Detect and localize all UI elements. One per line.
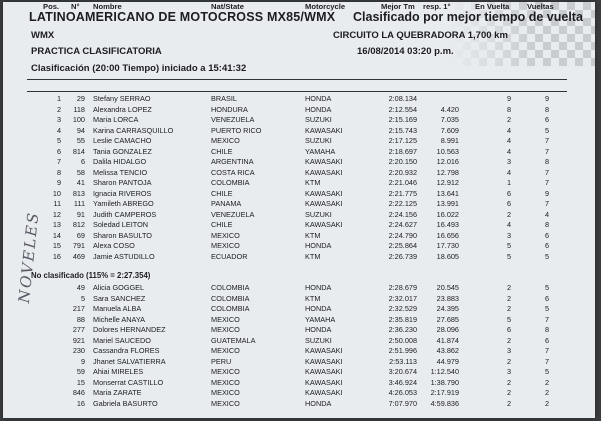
cell-name: Sara SANCHEZ xyxy=(93,293,146,303)
cell-name: Leslie CAMACHO xyxy=(93,136,152,145)
cell-resp: 12.912 xyxy=(436,178,459,187)
cell-env: 9 xyxy=(506,94,512,103)
cell-resp: 12.016 xyxy=(436,157,459,166)
table-row xyxy=(3,115,595,124)
cell-name: Dalila HIDALGO xyxy=(93,157,147,166)
cell-env: 2 xyxy=(506,398,512,408)
cell-no: 791 xyxy=(72,241,85,250)
cell-vue: 7 xyxy=(544,346,550,355)
cell-best: 2:50.008 xyxy=(388,335,417,345)
table-row xyxy=(3,105,595,114)
cell-best: 2:15.169 xyxy=(388,115,417,124)
cell-resp: 10.563 xyxy=(436,146,459,156)
cell-no: 814 xyxy=(72,146,85,156)
cell-resp: 44.979 xyxy=(436,356,459,366)
cell-moto: KTM xyxy=(305,251,321,261)
cell-best: 2:18.697 xyxy=(388,146,417,156)
cell-nat: CHILE xyxy=(211,220,233,229)
cell-env: 6 xyxy=(506,325,512,334)
cell-resp: 1:12.540 xyxy=(430,367,459,376)
cell-resp: 4.420 xyxy=(440,104,459,114)
cell-moto: KTM xyxy=(305,293,321,303)
table-row xyxy=(3,147,595,156)
cell-best: 2:51.996 xyxy=(388,346,417,355)
cell-moto: HONDA xyxy=(305,94,332,103)
cell-vue: 7 xyxy=(544,199,550,208)
cell-best: 2:24.790 xyxy=(388,230,417,240)
cell-no: 59 xyxy=(76,367,85,376)
cell-resp: 16.022 xyxy=(436,209,459,219)
cell-pos: 2 xyxy=(56,104,61,114)
cell-name: Manuela ALBA xyxy=(93,304,142,313)
cell-name: Gabriela BASURTO xyxy=(93,398,158,408)
cell-pos: 4 xyxy=(56,125,61,135)
cell-moto: KAWASAKI xyxy=(305,125,343,135)
cell-nat: ARGENTINA xyxy=(211,157,254,166)
cell-no: 813 xyxy=(72,188,85,198)
cell-resp: 2:17.919 xyxy=(430,388,459,397)
cell-no: 88 xyxy=(76,314,85,324)
cell-moto: HONDA xyxy=(305,104,332,114)
cell-moto: KAWASAKI xyxy=(305,388,343,397)
cell-vue: 8 xyxy=(544,157,550,166)
cell-env: 2 xyxy=(506,209,512,219)
cell-moto: KAWASAKI xyxy=(305,346,343,355)
cell-best: 2:21.046 xyxy=(388,178,417,187)
cell-nat: MEXICO xyxy=(211,346,240,355)
cell-vue: 8 xyxy=(544,325,550,334)
cell-env: 2 xyxy=(506,335,512,345)
cell-moto: KAWASAKI xyxy=(305,377,343,387)
table-row xyxy=(3,336,595,345)
cell-no: 55 xyxy=(76,136,85,145)
table-row xyxy=(3,252,595,261)
cell-pos: 3 xyxy=(56,115,61,124)
cell-pos: 8 xyxy=(56,167,61,177)
cell-resp: 28.096 xyxy=(436,325,459,334)
cell-no: 111 xyxy=(73,199,85,208)
cell-best: 2:32.529 xyxy=(388,304,417,313)
cell-best: 2:24.156 xyxy=(388,209,417,219)
cell-resp: 1:38.790 xyxy=(430,377,459,387)
cell-nat: COLOMBIA xyxy=(211,178,250,187)
cell-nat: VENEZUELA xyxy=(211,115,255,124)
cell-moto: KAWASAKI xyxy=(305,167,343,177)
table-row xyxy=(3,315,595,324)
cell-no: 812 xyxy=(72,220,85,229)
cell-nat: MEXICO xyxy=(211,377,240,387)
cell-pos: 9 xyxy=(56,178,61,187)
cell-vue: 6 xyxy=(544,293,550,303)
cell-vue: 5 xyxy=(544,125,550,135)
cell-nat: CHILE xyxy=(211,146,233,156)
cell-pos: 12 xyxy=(52,209,61,219)
header-divider xyxy=(27,79,567,80)
cell-env: 2 xyxy=(506,304,512,313)
cell-vue: 7 xyxy=(544,178,550,187)
cell-best: 2:21.775 xyxy=(388,188,417,198)
sort-caption: Clasificado por mejor tiempo de vuelta xyxy=(353,10,583,24)
cell-name: Maria LORCA xyxy=(93,115,139,124)
cell-nat: PUERTO RICO xyxy=(211,125,262,135)
cell-nat: VENEZUELA xyxy=(211,209,255,219)
cell-moto: KTM xyxy=(305,230,321,240)
cell-pos: 15 xyxy=(52,241,61,250)
cell-resp: 41.874 xyxy=(436,335,459,345)
cell-best: 2:26.739 xyxy=(388,251,417,261)
cell-no: 41 xyxy=(76,178,85,187)
cell-no: 15 xyxy=(76,377,85,387)
session-start-label: Clasificación (20:00 Tiempo) iniciado a 15:41:32 xyxy=(31,63,247,74)
table-row xyxy=(3,210,595,219)
cell-best: 3:46.924 xyxy=(388,377,417,387)
cell-name: Jhanet SALVATIERRA xyxy=(93,356,166,366)
cell-vue: 2 xyxy=(544,398,550,408)
cell-env: 2 xyxy=(506,388,512,397)
cell-resp: 24.395 xyxy=(436,304,459,313)
cell-env: 6 xyxy=(506,199,512,208)
cell-vue: 5 xyxy=(544,367,550,376)
cell-best: 2:32.017 xyxy=(388,293,417,303)
table-row xyxy=(3,168,595,177)
cell-best: 2:20.150 xyxy=(388,157,417,166)
cell-nat: MEXICO xyxy=(211,388,240,397)
table-row xyxy=(3,367,595,376)
cell-best: 2:53.113 xyxy=(389,356,417,366)
results-sheet xyxy=(3,2,595,418)
cell-pos: 13 xyxy=(52,220,61,229)
cell-env: 4 xyxy=(506,136,512,145)
table-row xyxy=(3,199,595,208)
cell-no: 5 xyxy=(80,293,85,303)
cell-vue: 7 xyxy=(544,314,550,324)
cell-nat: MEXICO xyxy=(211,230,240,240)
cell-resp: 7.035 xyxy=(440,115,459,124)
cell-pos: 6 xyxy=(56,146,61,156)
cell-vue: 6 xyxy=(544,241,550,250)
table-row xyxy=(3,136,595,145)
cell-vue: 7 xyxy=(544,167,550,177)
cell-env: 3 xyxy=(506,157,512,166)
cell-nat: MEXICO xyxy=(211,314,240,324)
cell-env: 4 xyxy=(506,125,512,135)
cell-env: 4 xyxy=(506,220,512,229)
cell-env: 2 xyxy=(506,293,512,303)
cell-name: Stefany SERRAO xyxy=(93,94,151,103)
cell-name: Ahiai MIRELES xyxy=(93,367,144,376)
cell-name: Cassandra FLORES xyxy=(93,346,160,355)
cell-moto: HONDA xyxy=(305,325,332,334)
cell-moto: SUZUKI xyxy=(305,209,332,219)
cell-resp: 17.730 xyxy=(436,241,459,250)
cell-nat: MEXICO xyxy=(211,367,240,376)
cell-best: 2:25.864 xyxy=(388,241,417,250)
cell-nat: MEXICO xyxy=(211,325,240,334)
cell-no: 100 xyxy=(72,115,85,124)
cell-resp: 23.883 xyxy=(436,293,459,303)
cell-no: 69 xyxy=(76,230,85,240)
table-row xyxy=(3,126,595,135)
table-row xyxy=(3,157,595,166)
cell-moto: HONDA xyxy=(305,283,332,292)
cell-best: 2:36.230 xyxy=(388,325,417,334)
cell-vue: 2 xyxy=(544,377,550,387)
cell-best: 2:22.125 xyxy=(388,199,417,208)
cell-name: Michelle ANAYA xyxy=(93,314,146,324)
cell-env: 3 xyxy=(506,230,512,240)
cell-env: 5 xyxy=(506,241,512,250)
cell-vue: 7 xyxy=(544,146,550,156)
cell-best: 3:20.674 xyxy=(388,367,417,376)
cell-pos: 5 xyxy=(56,136,61,145)
table-row xyxy=(3,283,595,292)
cell-nat: MEXICO xyxy=(211,241,240,250)
column-divider xyxy=(27,91,567,92)
date-time-label: 16/08/2014 03:20 p.m. xyxy=(357,46,454,57)
cell-best: 2:17.125 xyxy=(388,136,417,145)
cell-moto: KAWASAKI xyxy=(305,157,343,166)
cell-nat: GUATEMALA xyxy=(211,335,256,345)
table-row xyxy=(3,220,595,229)
cell-nat: ECUADOR xyxy=(211,251,248,261)
cell-name: Monserrat CASTILLO xyxy=(93,377,164,387)
cell-env: 8 xyxy=(506,104,512,114)
cell-no: 469 xyxy=(72,251,85,261)
col-name: Nombre xyxy=(93,2,122,11)
col-vue: Vueltas xyxy=(527,2,554,11)
cell-no: 9 xyxy=(80,356,85,366)
cell-env: 4 xyxy=(506,167,512,177)
cell-nat: COSTA RICA xyxy=(211,167,255,177)
cell-nat: CHILE xyxy=(211,188,233,198)
cell-best: 2:28.679 xyxy=(388,283,417,292)
cell-name: Sharon PANTOJA xyxy=(93,178,152,187)
cell-nat: PANAMA xyxy=(211,199,242,208)
table-row xyxy=(3,231,595,240)
cell-name: Maria ZARATE xyxy=(93,388,142,397)
cell-name: Jamie ASTUDILLO xyxy=(93,251,155,261)
cell-name: Ignacia RIVEROS xyxy=(93,188,152,198)
cell-moto: KAWASAKI xyxy=(305,356,343,366)
cell-vue: 8 xyxy=(544,220,550,229)
cell-no: 29 xyxy=(76,94,85,103)
cell-pos: 11 xyxy=(53,199,61,208)
cell-no: 49 xyxy=(76,283,85,292)
cell-moto: YAMAHA xyxy=(305,314,336,324)
cell-env: 2 xyxy=(506,377,512,387)
col-resp: resp. 1° xyxy=(423,2,451,11)
cell-vue: 7 xyxy=(544,136,550,145)
handwritten-note: NOVELES xyxy=(15,210,43,304)
cell-nat: COLOMBIA xyxy=(211,293,250,303)
cell-resp: 16.656 xyxy=(436,230,459,240)
cell-resp: 8.991 xyxy=(440,136,459,145)
cell-vue: 4 xyxy=(544,209,550,219)
cell-env: 1 xyxy=(506,178,512,187)
cell-moto: KAWASAKI xyxy=(305,220,343,229)
cell-env: 5 xyxy=(506,314,512,324)
cell-resp: 27.685 xyxy=(436,314,459,324)
cell-moto: SUZUKI xyxy=(305,136,332,145)
cell-nat: PERU xyxy=(211,356,232,366)
circuit-label: CIRCUITO LA QUEBRADORA 1,700 km xyxy=(333,30,508,41)
table-row xyxy=(3,357,595,366)
col-no: N° xyxy=(71,2,80,11)
table-row xyxy=(3,178,595,187)
cell-vue: 2 xyxy=(544,388,550,397)
cell-best: 2:24.627 xyxy=(388,220,417,229)
cell-vue: 6 xyxy=(544,115,550,124)
col-nat: Nat/State xyxy=(211,2,244,11)
cell-name: Soledad LEITON xyxy=(93,220,149,229)
table-row xyxy=(3,294,595,303)
cell-name: Sharon BASULTO xyxy=(93,230,152,240)
cell-no: 6 xyxy=(80,157,85,166)
table-row xyxy=(3,304,595,313)
table-row xyxy=(3,94,595,103)
cell-nat: HONDURA xyxy=(211,104,248,114)
cell-name: Mariel SAUCEDO xyxy=(93,335,151,345)
cell-name: Karina CARRASQUILLO xyxy=(93,125,174,135)
cell-moto: KAWASAKI xyxy=(305,188,343,198)
cell-moto: SUZUKI xyxy=(305,335,332,345)
cell-best: 2:35.819 xyxy=(388,314,417,324)
cell-name: Alexa COSO xyxy=(93,241,135,250)
cell-moto: HONDA xyxy=(305,241,332,250)
cell-best: 2:15.743 xyxy=(388,125,417,135)
category-label: WMX xyxy=(31,30,55,41)
cell-name: Yamileth ABREGO xyxy=(93,199,154,208)
cell-env: 3 xyxy=(506,346,512,355)
cell-best: 2:20.932 xyxy=(388,167,417,177)
cell-no: 91 xyxy=(76,209,85,219)
table-row xyxy=(3,189,595,198)
cell-resp: 4:59.836 xyxy=(430,398,459,408)
cell-vue: 9 xyxy=(544,94,550,103)
cell-no: 217 xyxy=(72,304,85,313)
cell-best: 2:08.134 xyxy=(388,94,417,103)
table-row xyxy=(3,241,595,250)
cell-moto: KAWASAKI xyxy=(305,199,343,208)
cell-moto: HONDA xyxy=(305,304,332,313)
cell-env: 6 xyxy=(506,188,512,198)
cell-resp: 7.609 xyxy=(440,125,459,135)
cell-nat: MEXICO xyxy=(211,136,240,145)
col-pos: Pos. xyxy=(43,2,60,11)
cell-name: Dolores HERNANDEZ xyxy=(93,325,166,334)
cell-best: 4:26.053 xyxy=(388,388,417,397)
cell-moto: YAMAHA xyxy=(305,146,336,156)
cell-resp: 20.545 xyxy=(436,283,459,292)
col-moto: Motorcycle xyxy=(305,2,346,11)
cell-pos: 1 xyxy=(56,94,61,103)
cell-moto: SUZUKI xyxy=(305,115,332,124)
cell-name: Melissa TENCIO xyxy=(93,167,148,177)
table-row xyxy=(3,388,595,397)
cell-no: 846 xyxy=(72,388,85,397)
cell-moto: HONDA xyxy=(305,398,332,408)
cell-pos: 7 xyxy=(56,157,61,166)
cell-env: 2 xyxy=(506,115,512,124)
cell-env: 2 xyxy=(506,356,512,366)
cell-vue: 9 xyxy=(544,188,550,198)
cell-name: Alexandra LOPEZ xyxy=(93,104,152,114)
not-classified-heading: No clasificado (115% = 2:27.354) xyxy=(31,271,151,280)
cell-best: 2:12.554 xyxy=(388,104,417,114)
cell-pos: 10 xyxy=(52,188,61,198)
cell-vue: 5 xyxy=(544,251,550,261)
cell-vue: 5 xyxy=(544,304,550,313)
cell-resp: 13.641 xyxy=(436,188,459,198)
col-best: Mejor Tm xyxy=(381,2,415,11)
cell-nat: MEXICO xyxy=(211,398,240,408)
cell-resp: 18.605 xyxy=(436,251,459,261)
table-row xyxy=(3,325,595,334)
cell-vue: 6 xyxy=(544,230,550,240)
cell-no: 58 xyxy=(76,167,85,177)
cell-no: 94 xyxy=(76,125,85,135)
event-title: LATINOAMERICANO DE MOTOCROSS MX85/WMX xyxy=(29,10,336,24)
cell-env: 3 xyxy=(506,367,512,376)
cell-resp: 16.493 xyxy=(436,220,459,229)
cell-vue: 5 xyxy=(544,283,550,292)
cell-vue: 6 xyxy=(544,335,550,345)
cell-vue: 7 xyxy=(544,356,550,366)
cell-env: 4 xyxy=(506,146,512,156)
cell-moto: KAWASAKI xyxy=(305,367,343,376)
cell-nat: COLOMBIA xyxy=(211,304,250,313)
cell-pos: 16 xyxy=(52,251,61,261)
table-row xyxy=(3,346,595,355)
cell-no: 277 xyxy=(72,325,85,334)
cell-best: 7:07.970 xyxy=(388,398,417,408)
cell-no: 118 xyxy=(73,104,85,114)
cell-nat: COLOMBIA xyxy=(211,283,250,292)
cell-no: 230 xyxy=(72,346,85,355)
cell-no: 921 xyxy=(72,335,85,345)
cell-nat: BRASIL xyxy=(211,94,237,103)
cell-name: Judith CAMPEROS xyxy=(93,209,157,219)
session-label: PRACTICA CLASIFICATORIA xyxy=(31,46,162,57)
cell-no: 16 xyxy=(76,398,85,408)
cell-moto: KTM xyxy=(305,178,321,187)
table-row xyxy=(3,399,595,408)
cell-env: 5 xyxy=(506,251,512,261)
cell-env: 2 xyxy=(506,283,512,292)
cell-vue: 8 xyxy=(544,104,550,114)
cell-name: Tania GONZALEZ xyxy=(93,146,152,156)
cell-resp: 43.862 xyxy=(436,346,459,355)
cell-name: Alicia GOGGEL xyxy=(93,283,145,292)
cell-resp: 12.798 xyxy=(436,167,459,177)
table-row xyxy=(3,378,595,387)
cell-pos: 14 xyxy=(52,230,61,240)
col-env: En Vuelta xyxy=(475,2,510,11)
cell-resp: 13.991 xyxy=(436,199,459,208)
